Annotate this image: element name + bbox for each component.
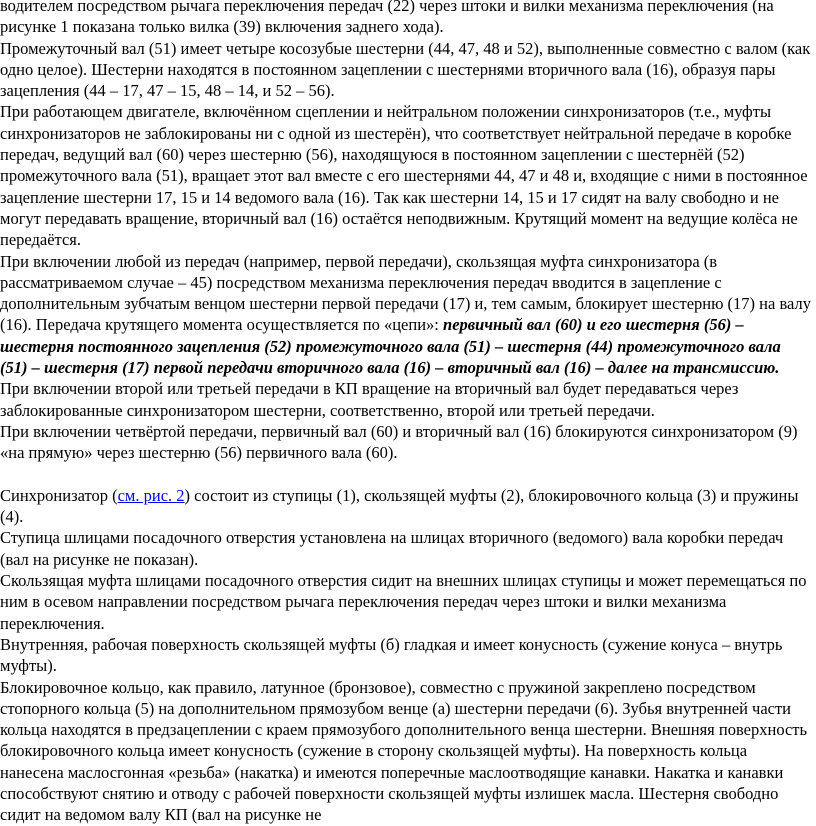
paragraph-synchronizer bbox=[0, 485, 812, 528]
paragraph-neutral-gear: При работающем двигателе, включённом сцеплении и нейтральном положении синхронизаторов (т.е., муфты синхронизаторов не заблокированы ни с одной из шестерён), что соответствует нейтральной передаче в коробке передач, ведущий вал (60) через шестерню (56), находящуюся в постоянном зацеплении с шестернёй (52) промежуточного вала (51), вращает этот вал вместе с его шестернями 44, 47 и 48 и, входящие с ними в постоянное зацепление шестерни 17, 15 и 14 ведомого вала (16). Так как шестерни 14, 15 и 17 сидят на валу свободно и не могут передавать вращение, вторичный вал (16) остаётся неподвижным. Крутящий момент на ведущие колёса не передаётся. bbox=[0, 102, 808, 250]
paragraph-first-gear bbox=[0, 251, 812, 379]
paragraph-gear-fork: водителем посредством рычага переключения передач (22) через штоки и вилки механизма переключения (на рисунке 1 показана только вилка (39) включения заднего хода). bbox=[0, 0, 774, 37]
figure-2-link[interactable]: см. рис. 2 bbox=[117, 485, 185, 505]
paragraph-sleeve-surface: Внутренняя, рабочая поверхность скользящей муфты (б) гладкая и имеет конусность (сужение конуса – внутрь муфты). bbox=[0, 634, 783, 676]
torque-chain-emphasis: первичный вал (60) и его шестерня (56) – шестерня постоянного зацепления (52) промежуточного вала (51) – шестерня (44) промежуточного вала (51) – шестерня (17) первой передачи вторичного вала (16) – вторичный вал (16) – далее на трансмиссию. bbox=[0, 315, 781, 378]
paragraph-intermediate-shaft: Промежуточный вал (51) имеет четыре косозубые шестерни (44, 47, 48 и 52), выполненные совместно с валом (как одно целое). Шестерни находятся в постоянном зацеплении с шестернями вторичного вала (16), образуя пары зацепления (44 – 17, 47 – 15, 48 – 14, и 52 – 56). bbox=[0, 38, 811, 101]
paragraph-fourth-gear: При включении четвёртой передачи, первичный вал (60) и вторичный вал (16) блокируются синхронизатором (9) «на прямую» через шестерню (56) первичного вала (60). bbox=[0, 421, 798, 463]
paragraph-second-third-gear: При включении второй или третьей передачи в КП вращение на вторичный вал будет передаваться через заблокированные синхронизатором шестерни, соответственно, второй или третьей передачи. bbox=[0, 379, 739, 420]
paragraph-sliding-sleeve: Скользящая муфта шлицами посадочного отверстия сидит на внешних шлицах ступицы и может перемещаться по ним в осевом направлении посредством рычага переключения передач через штоки и вилки механизма переключения. bbox=[0, 571, 807, 633]
blank-line bbox=[0, 464, 812, 485]
synchronizer-text-end: ) состоит из ступицы (1), скользящей муфты (2), блокировочного кольца (3) и пружины (4). bbox=[0, 485, 799, 527]
synchronizer-text-start: Синхронизатор ( bbox=[0, 485, 118, 505]
paragraph-hub: Ступица шлицами посадочного отверстия установлена на шлицах вторичного (ведомого) вала коробки передач (вал на рисунке не показан). bbox=[0, 528, 784, 569]
paragraph-blocking-ring: Блокировочное кольцо, как правило, латунное (бронзовое), совместно с пружиной закреплено посредством стопорного кольца (5) на дополнительном прямозубом венце (а) шестерни передачи (6). Зубья внутренней части кольца находятся в предзацеплении с краем прямозубого дополнительного венца шестерни. Внешняя поверхность блокировочного кольца имеет конусность (сужение в сторону скользящей муфты). На поверхность кольца нанесена маслосгонная «резьба» (накатка) и имеются поперечные маслоотводящие канавки. Накатка и канавки способствуют снятию и отводу с рабочей поверхности скользящей муфты излишек масла. Шестерня свободно сидит на ведомом валу КП (вал на рисунке не bbox=[0, 677, 808, 825]
first-gear-text: При включении любой из передач (например, первой передачи), скользящая муфта синхронизатора (в рассматриваемом случае – 45) посредством механизма переключения передач вводится в зацепление с дополнительным зубчатым венцом шестерни первой передачи (17) и, тем самым, блокирует шестерню (17) на валу (16). Передача крутящего момента осуществляется по «цепи»: bbox=[0, 251, 811, 335]
